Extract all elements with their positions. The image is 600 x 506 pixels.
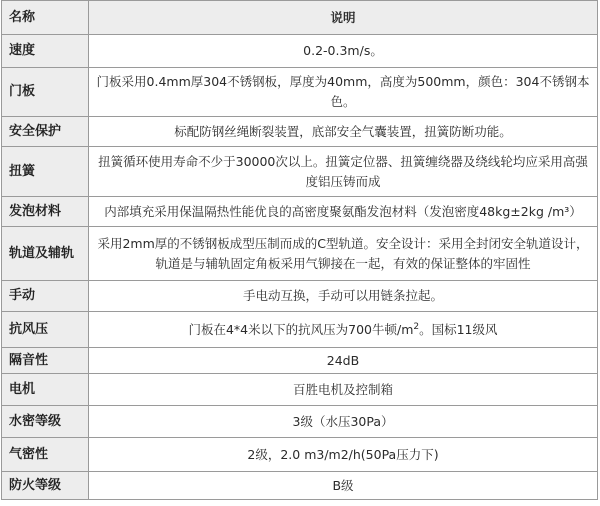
row-name: 防火等级: [2, 472, 89, 500]
table-row: [2, 374, 598, 406]
header-name-cell: 名称: [2, 1, 89, 35]
row-name: 隔音性: [2, 348, 89, 374]
table-row: [2, 197, 598, 227]
row-desc: B级: [89, 472, 598, 500]
row-name: 扭簧: [2, 147, 89, 197]
row-name: 电机: [2, 374, 89, 406]
table-row: [2, 406, 598, 438]
table-row: [2, 35, 598, 68]
row-name: 门板: [2, 68, 89, 117]
table-row: [2, 68, 598, 117]
table-row: [2, 348, 598, 374]
row-desc: 内部填充采用保温隔热性能优良的高密度聚氨酯发泡材料（发泡密度48kg±2kg /m³）: [89, 197, 598, 227]
table-row: [2, 281, 598, 312]
row-desc: 百胜电机及控制箱: [89, 374, 598, 406]
row-name: 气密性: [2, 438, 89, 472]
table-row: [2, 227, 598, 281]
spec-table: [1, 0, 598, 500]
table-row: [2, 472, 598, 500]
row-desc: 采用2mm厚的不锈钢板成型压制而成的C型轨道。安全设计：采用全封闭安全轨道设计，轨道是与辅轨固定角板采用气铆接在一起，有效的保证整体的牢固性: [89, 227, 598, 281]
row-desc-text-post: 。国标11级风: [419, 321, 498, 337]
row-name: 发泡材料: [2, 197, 89, 227]
table-row: [2, 117, 598, 147]
table-row: [2, 147, 598, 197]
row-name: 速度: [2, 35, 89, 68]
row-desc-text: 门板在4*4米以下的抗风压为700牛顿/m: [188, 321, 414, 337]
row-name: 轨道及辅轨: [2, 227, 89, 281]
row-desc: 扭簧循环使用寿命不少于30000次以上。扭簧定位器、扭簧缠绕器及绕线轮均应采用高强度铝压铸而成: [89, 147, 598, 197]
row-desc: 3级（水压30Pa）: [89, 406, 598, 438]
row-name: 抗风压: [2, 312, 89, 348]
row-name: 安全保护: [2, 117, 89, 147]
row-desc: 2级，2.0 m3/m2/h(50Pa压力下): [89, 438, 598, 472]
row-name: 水密等级: [2, 406, 89, 438]
table-row: [2, 438, 598, 472]
table-header-row: [2, 1, 598, 35]
row-name: 手动: [2, 281, 89, 312]
superscript-2: 2: [413, 321, 420, 332]
row-desc: 标配防钢丝绳断裂装置，底部安全气囊装置，扭簧防断功能。: [89, 117, 598, 147]
row-desc: 0.2-0.3m/s。: [89, 35, 598, 68]
row-desc: 门板采用0.4mm厚304不锈钢板，厚度为40mm，高度为500mm，颜色：304不锈钢本色。: [89, 68, 598, 117]
table-row: [2, 312, 598, 348]
row-desc: [89, 312, 598, 348]
header-desc-cell: 说明: [89, 1, 598, 35]
row-desc: 手电动互换，手动可以用链条拉起。: [89, 281, 598, 312]
row-desc: 24dB: [89, 348, 598, 374]
